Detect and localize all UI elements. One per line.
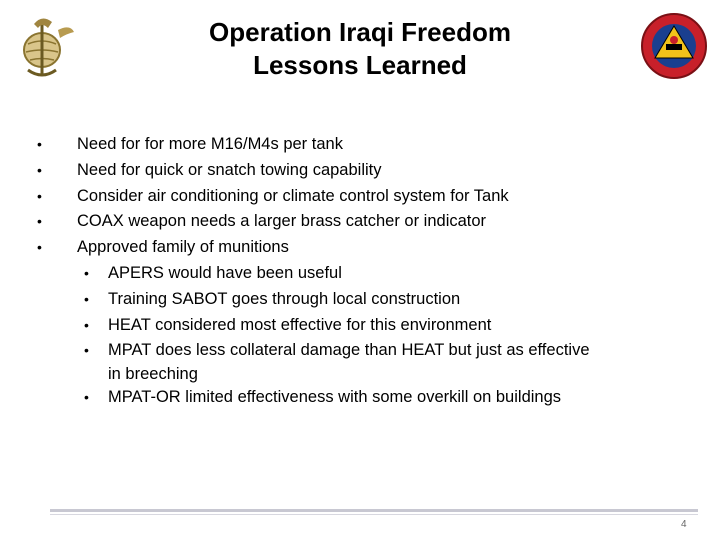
- title-line-1: Operation Iraqi Freedom: [209, 17, 511, 47]
- title-line-2: Lessons Learned: [253, 50, 467, 80]
- bullet-icon: •: [37, 239, 42, 256]
- footer-divider: [50, 509, 698, 512]
- bullet-text: Need for for more M16/M4s per tank: [77, 135, 343, 153]
- bullet-icon: •: [84, 389, 89, 406]
- bullet-text: COAX weapon needs a larger brass catcher or indicator: [77, 212, 487, 231]
- list-item: [0, 235, 720, 261]
- list-item: [0, 209, 720, 235]
- bullet-icon: •: [84, 316, 89, 333]
- bullet-icon: •: [37, 161, 42, 178]
- bullet-icon: •: [84, 264, 89, 281]
- sub-list-item: [0, 313, 720, 339]
- page-number: 4: [681, 519, 687, 530]
- bullet-text: Need for quick or snatch towing capability: [77, 160, 382, 179]
- bullet-icon: •: [37, 187, 42, 204]
- slide-title: [110, 16, 610, 82]
- marine-corps-emblem-icon: [8, 10, 80, 82]
- bullet-text: Consider air conditioning or climate control system for Tank: [77, 186, 509, 205]
- bullet-icon: •: [84, 342, 89, 359]
- sub-bullet-text: APERS would have been useful: [108, 263, 342, 282]
- sub-bullet-text: MPAT does less collateral damage than HEAT but just as effective: [108, 341, 590, 360]
- sub-bullet-text: Training SABOT goes through local construction: [108, 289, 461, 308]
- sub-bullet-continuation-text: in breeching: [108, 365, 198, 384]
- bullet-text: Approved family of munitions: [77, 238, 289, 257]
- footer-divider-thin: [50, 514, 698, 515]
- sub-list-item-continuation: [0, 364, 720, 385]
- bullet-icon: •: [37, 136, 42, 152]
- sub-bullet-text: MPAT-OR limited effectiveness with some overkill on buildings: [108, 388, 562, 407]
- sub-bullet-text: HEAT considered most effective for this environment: [108, 315, 492, 334]
- unit-badge-icon: [640, 12, 708, 80]
- sub-list-item: [0, 385, 720, 411]
- bullet-icon: •: [37, 213, 42, 230]
- sub-list-item: [0, 287, 720, 313]
- bullet-list: [0, 132, 720, 411]
- sub-list-item: [0, 338, 720, 364]
- list-item: [0, 158, 720, 184]
- list-item: [0, 184, 720, 210]
- list-item: [0, 132, 720, 158]
- sub-list-item: [0, 261, 720, 287]
- bullet-icon: •: [84, 290, 89, 307]
